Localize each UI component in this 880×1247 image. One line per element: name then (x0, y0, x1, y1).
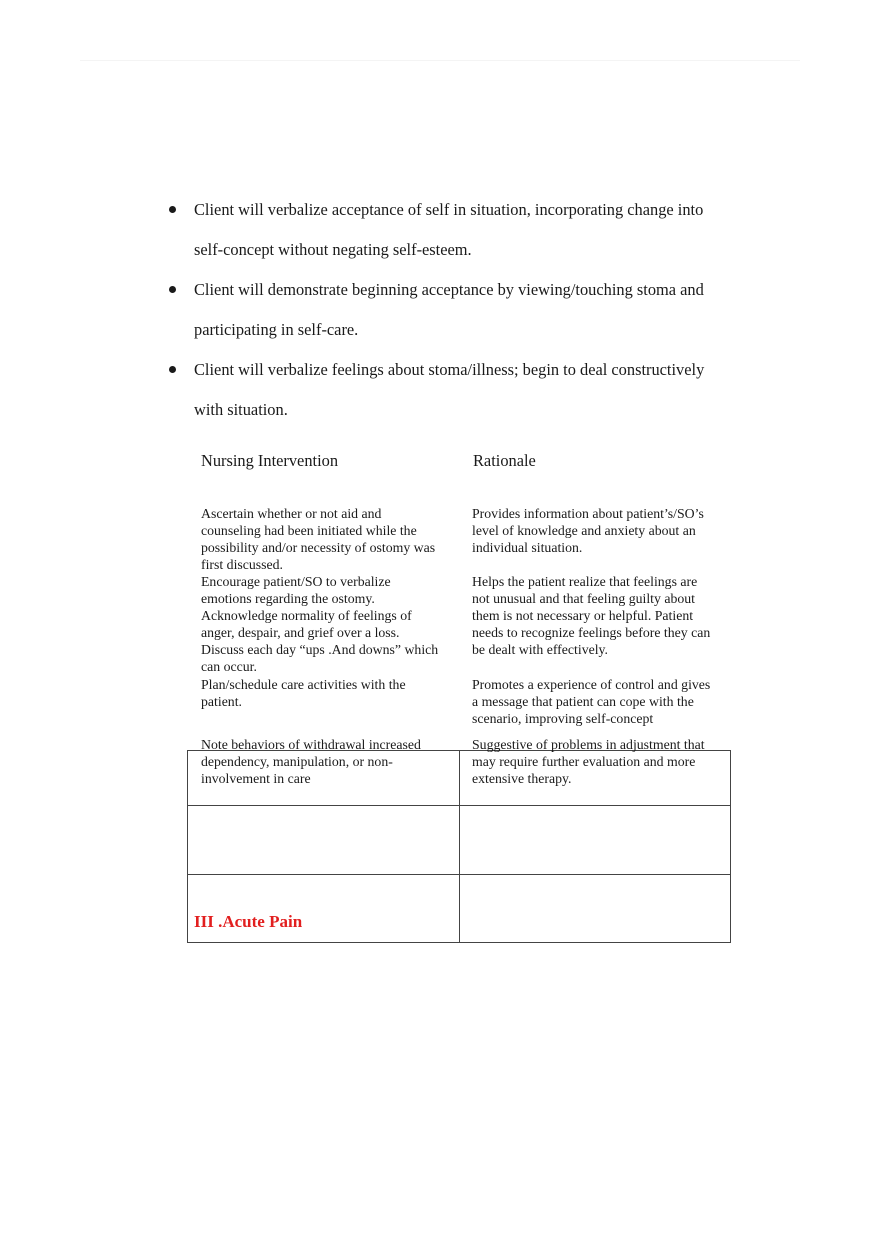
rationale-column (472, 505, 734, 787)
rationale-cell: Helps the patient realize that feelings are not unusual and that feeling guilty about them is not necessary or helpful. Patient needs to recognize feelings before they can be dealt with effectively. (472, 574, 711, 657)
rationale-cell: Provides information about patient’s/SO’s level of knowledge and anxiety about an individual situation. (472, 506, 704, 555)
goal-item (166, 270, 726, 350)
intervention-cell: Note behaviors of withdrawal increased dependency, manipulation, or non- involvement in care (201, 737, 421, 786)
table-row-divider (187, 805, 731, 806)
rationale-cell: Suggestive of problems in adjustment that may require further evaluation and more extensive therapy. (472, 737, 705, 786)
goal-text: Client will demonstrate beginning acceptance by viewing/touching stoma and participating in self-care. (194, 280, 704, 339)
goal-item (166, 190, 726, 270)
intervention-cell: Ascertain whether or not aid and counseling had been initiated while the possibility and/or necessity of ostomy was first discussed. (201, 506, 436, 572)
rationale-cell: Promotes a experience of control and gives a message that patient can cope with the scenario, improving self-concept (472, 677, 711, 726)
intervention-cell: Encourage patient/SO to verbalize emotions regarding the ostomy. Acknowledge normality of feelings of anger, despair, and grief over a loss. Discuss each day “ups .And downs” which can occur. (201, 574, 439, 674)
goal-text: Client will verbalize acceptance of self in situation, incorporating change into self-concept without negating self-esteem. (194, 200, 704, 259)
bullet-icon (169, 206, 176, 213)
table-row-divider (187, 874, 731, 875)
rationale-header: Rationale (473, 451, 536, 470)
bullet-icon (169, 286, 176, 293)
goal-item (166, 350, 726, 430)
goal-text: Client will verbalize feelings about stoma/illness; begin to deal constructively with situation. (194, 360, 705, 419)
page-header-rule (80, 60, 800, 61)
goals-list (166, 190, 726, 430)
intervention-header: Nursing Intervention (201, 451, 339, 470)
intervention-cell: Plan/schedule care activities with the patient. (201, 677, 406, 709)
bullet-icon (169, 366, 176, 373)
intervention-column (201, 505, 463, 787)
section-title-acute-pain: III .Acute Pain (194, 912, 303, 931)
